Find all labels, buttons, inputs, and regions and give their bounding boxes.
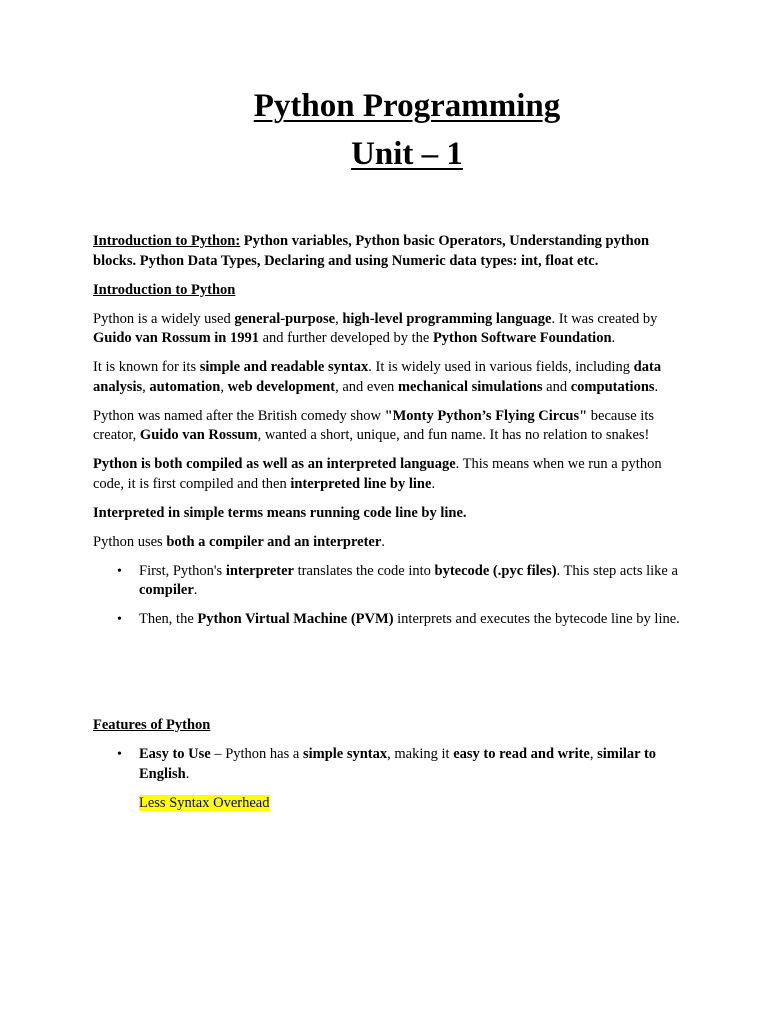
highlighted-note: Less Syntax Overhead (139, 794, 270, 811)
text-run: translates the code into (294, 562, 435, 579)
bold-run: web development (227, 378, 336, 395)
text-run: , wanted a short, unique, and fun name. It has no relation to snakes! (257, 427, 650, 443)
text-run: . (185, 765, 190, 782)
text-run: interprets and executes the bytecode line by line. (393, 611, 680, 627)
text-run: First, Python's (139, 562, 226, 579)
intro-paragraph-1 (93, 310, 683, 349)
syllabus-label: Introduction to Python: (93, 233, 241, 249)
highlight-paragraph (139, 794, 683, 814)
text-run: , (142, 378, 150, 395)
bold-run: Python Software Foundation (432, 330, 612, 346)
text-run: . This step acts like a (556, 562, 678, 579)
text-run: Python uses (93, 533, 167, 550)
bold-run: mechanical simulations (397, 378, 543, 395)
features-heading: Features of Python (93, 717, 211, 733)
intro-heading: Introduction to Python (93, 281, 236, 298)
intro-paragraph-4 (93, 455, 683, 494)
bold-run: general-purpose (234, 310, 336, 327)
bold-run: simple syntax (302, 746, 388, 762)
text-run: , (589, 746, 598, 762)
bold-run: computations (570, 378, 655, 395)
text-run: Python was named after the British comedy show (93, 407, 385, 424)
text-run: . (381, 533, 385, 550)
bold-run: simple and readable syntax (199, 359, 369, 375)
text-run: , (335, 310, 343, 327)
syllabus-text: Python variables, Python basic Operators, Understanding python blocks. Python Data Types, Declaring and using Numeric data types: int, float etc. (93, 233, 650, 269)
list-item (139, 745, 683, 784)
text-run: . (611, 330, 616, 346)
bold-run: compiler (139, 582, 194, 598)
list-item (139, 610, 683, 630)
text-run: . (654, 378, 659, 395)
text-run: , and even (335, 378, 398, 395)
text-run: and (542, 378, 571, 395)
bold-run: Guido van Rossum (139, 427, 258, 443)
text-run: , making it (387, 746, 454, 762)
bold-run: interpreter (225, 562, 294, 579)
bold-run: automation (149, 378, 221, 395)
intro-paragraph-6 (93, 533, 683, 553)
text-run: . (431, 475, 436, 492)
bold-run: both a compiler and an interpreter (166, 533, 382, 550)
bold-run: Easy to Use (139, 746, 211, 762)
bold-run: Python is both compiled as well as an interpreted language (93, 456, 456, 472)
document-body (93, 232, 683, 813)
text-run: and further developed by the (259, 330, 433, 346)
intro-paragraph-5: Interpreted in simple terms means running code line by line. (93, 504, 467, 521)
text-run: , (220, 378, 228, 395)
text-run: . (193, 582, 198, 598)
text-run: . It is widely used in various fields, including (368, 359, 634, 375)
text-run: because its creator, (93, 407, 655, 443)
intro-paragraph-3 (93, 407, 683, 446)
bold-run: "Monty Python’s Flying Circus" (384, 407, 588, 424)
interpreter-bullet-list (93, 562, 683, 630)
syllabus-paragraph (93, 232, 683, 271)
bold-run: high-level programming language (342, 310, 552, 327)
document-title: Python Programming (253, 88, 561, 124)
unit-title: Unit – 1 (351, 136, 463, 172)
text-run: . This means when we run a python code, it is first compiled and then (93, 456, 662, 492)
bold-run: Guido van Rossum in 1991 (93, 330, 259, 346)
bold-run: Python Virtual Machine (PVM) (197, 611, 394, 627)
text-run: Python is a widely used (93, 310, 235, 327)
intro-paragraph-2 (93, 358, 683, 397)
text-run: – Python has a (210, 746, 303, 762)
bold-run: interpreted line by line (290, 475, 432, 492)
text-run: It is known for its (93, 359, 200, 375)
bold-run: bytecode (.pyc files) (434, 562, 557, 579)
bold-run: data analysis (93, 359, 662, 395)
bold-run: similar to English (139, 746, 657, 782)
section-spacer (93, 639, 683, 716)
text-run: Then, the (139, 611, 198, 627)
bold-run: easy to read and write (453, 746, 590, 762)
text-run: . It was created by (551, 310, 658, 327)
features-bullet-list (93, 745, 683, 784)
list-item (139, 562, 683, 601)
